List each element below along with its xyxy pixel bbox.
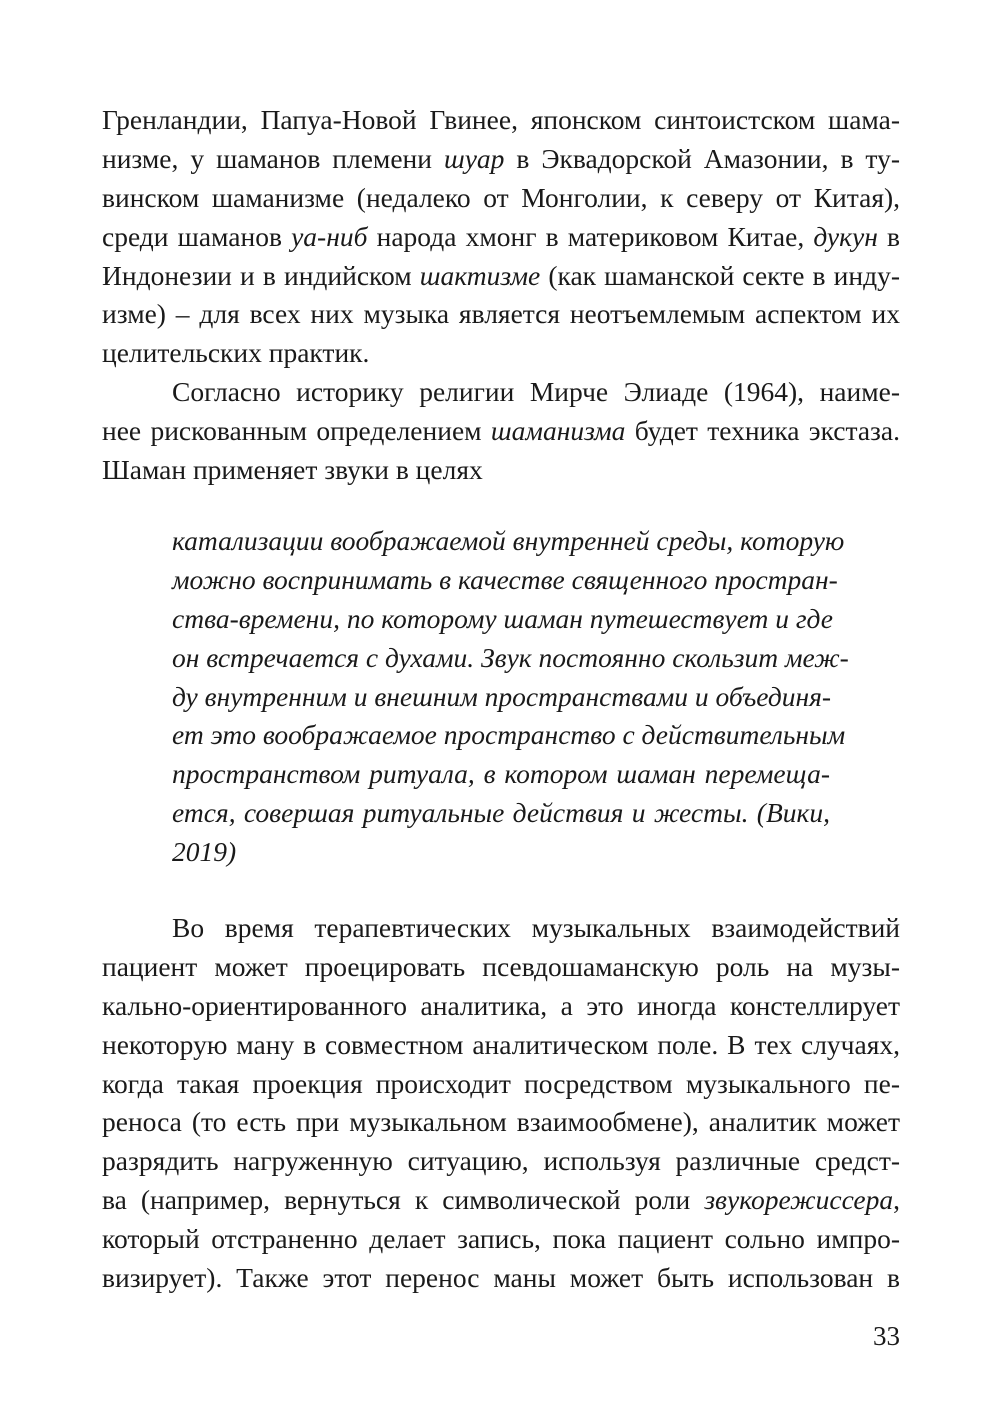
text-line bbox=[102, 1181, 900, 1220]
text-run: Индонезии и в индийском bbox=[102, 259, 420, 291]
quote-line: он встречается с духами. Звук постоянно скользит меж- bbox=[172, 641, 849, 673]
text-run: Гренландии, Папуа-Новой Гвинее, японском синтоистском шама- bbox=[102, 104, 900, 135]
page-number: 33 bbox=[873, 1321, 900, 1351]
quote-line: ется, совершая ритуальные действия и жесты. (Вики, bbox=[172, 797, 830, 829]
text-run: разрядить нагруженную ситуацию, используя различные средст- bbox=[102, 1145, 900, 1177]
text-run: Во время терапевтических музыкальных взаимодействий bbox=[172, 912, 900, 943]
text-run: некоторую ману в совместном аналитическом поле. В тех случаях, bbox=[102, 1028, 900, 1060]
quote-line: 2019) bbox=[172, 836, 237, 868]
italic-term: шуар bbox=[443, 142, 505, 174]
quote-line: можно воспринимать в качестве священного простран- bbox=[172, 563, 838, 595]
text-run: Согласно историку религии Мирче Элиаде (1964), наиме- bbox=[172, 376, 900, 407]
text-run: в Эквадорской Амазонии, в ту- bbox=[504, 142, 900, 174]
text-run: Шаман применяет звуки в целях bbox=[102, 453, 483, 485]
text-line bbox=[102, 1142, 900, 1181]
quote-line: катализации воображаемой внутренней среды, которую bbox=[172, 525, 845, 556]
text-line bbox=[102, 909, 900, 948]
text-line bbox=[102, 948, 900, 987]
text-line bbox=[102, 1220, 900, 1259]
italic-term: дукун bbox=[813, 220, 878, 252]
text-run: винском шаманизме (недалеко от Монголии, к северу от Китая), bbox=[102, 181, 900, 213]
text-line bbox=[102, 373, 900, 412]
text-line bbox=[102, 295, 900, 334]
paragraph-2 bbox=[102, 373, 900, 490]
quote-line: ства-времени, по которому шаман путешествует и где bbox=[172, 602, 834, 634]
text-run: низме, у шаманов племени bbox=[102, 142, 444, 174]
text-line bbox=[102, 1259, 900, 1298]
text-line bbox=[102, 412, 900, 451]
text-run: реноса (то есть при музыкальном взаимообмене), аналитик может bbox=[102, 1106, 900, 1138]
text-run: когда такая проекция происходит посредством музыкального пе- bbox=[102, 1067, 900, 1099]
text-line bbox=[102, 1065, 900, 1104]
text-run: который отстраненно делает запись, пока пациент сольно импро- bbox=[102, 1223, 900, 1255]
quote-line: пространством ритуала, в котором шаман перемеща- bbox=[172, 758, 830, 790]
text-run: нее рискованным определением bbox=[102, 414, 491, 446]
text-run: изме) – для всех них музыка является неотъемлемым аспектом их bbox=[102, 298, 900, 330]
text-run: будет техника экстаза. bbox=[625, 414, 900, 446]
text-line bbox=[102, 987, 900, 1026]
text-run: пациент может проецировать псевдошаманскую роль на музы- bbox=[102, 950, 900, 982]
text-run: народа хмонг в материковом Китае, bbox=[367, 220, 814, 252]
text-run: в bbox=[877, 220, 900, 252]
text-line bbox=[102, 140, 900, 179]
quote-line: ет это воображаемое пространство с действительным bbox=[172, 719, 846, 751]
paragraph-3 bbox=[102, 909, 900, 1298]
italic-term: шаманизма bbox=[490, 414, 626, 446]
text-run: , bbox=[893, 1184, 900, 1216]
text-run: целительских практик. bbox=[102, 337, 370, 369]
text-run: ва (например, вернуться к символической роли bbox=[102, 1184, 705, 1216]
text-run: среди шаманов bbox=[102, 220, 292, 252]
text-line bbox=[102, 101, 900, 140]
italic-term: звукорежиссера bbox=[704, 1184, 894, 1216]
italic-term: уа-ниб bbox=[291, 220, 368, 252]
text-run: (как шаманской секте в инду- bbox=[540, 259, 900, 291]
quote-line: ду внутренним и внешним пространствами и объединя- bbox=[172, 680, 832, 712]
text-line bbox=[102, 451, 900, 490]
text-line bbox=[102, 257, 900, 296]
text-run: визирует). Также этот перенос маны может быть использован в bbox=[102, 1262, 900, 1294]
text-run: кально-ориентированного аналитика, а это иногда констеллирует bbox=[102, 989, 900, 1021]
block-quote bbox=[172, 522, 849, 872]
text-line bbox=[102, 1026, 900, 1065]
text-line bbox=[102, 1103, 900, 1142]
paragraph-1 bbox=[102, 101, 900, 373]
italic-term: шактизме bbox=[419, 259, 541, 291]
text-line bbox=[102, 179, 900, 218]
text-line bbox=[102, 218, 900, 257]
text-line bbox=[102, 334, 900, 373]
